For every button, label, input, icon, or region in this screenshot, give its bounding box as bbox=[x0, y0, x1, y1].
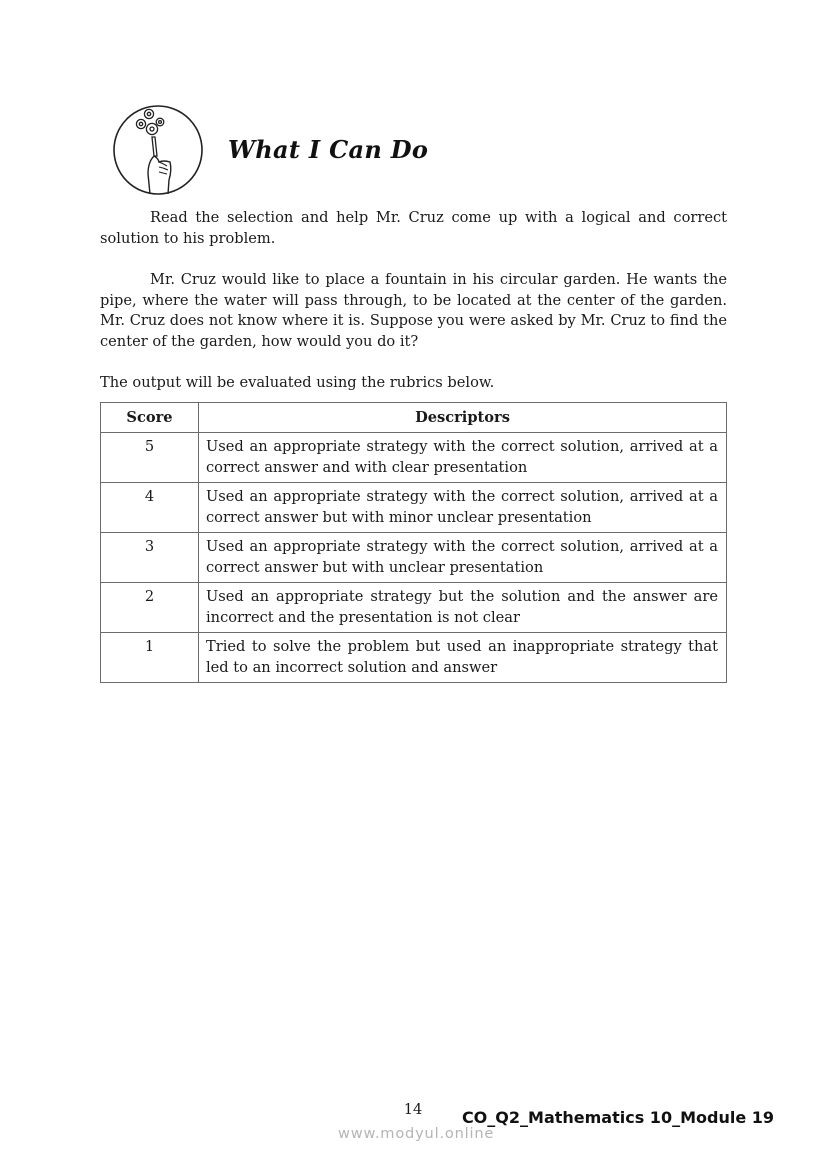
score-cell: 5 bbox=[101, 433, 199, 483]
module-code: CO_Q2_Mathematics 10_Module 19 bbox=[461, 1108, 774, 1127]
table-row bbox=[101, 433, 727, 483]
descriptor-cell: Used an appropriate strategy with the correct solution, arrived at a correct answer but with unclear presentation bbox=[199, 533, 727, 583]
watermark-text: www.modyul.online bbox=[338, 1125, 495, 1142]
page-number: 14 bbox=[403, 1101, 423, 1118]
rubric-header-row bbox=[101, 403, 727, 433]
finger-pointing-gears-icon bbox=[112, 104, 204, 196]
descriptor-cell: Used an appropriate strategy but the solution and the answer are incorrect and the presentation is not clear bbox=[199, 583, 727, 633]
table-row bbox=[101, 633, 727, 683]
rubric-table bbox=[100, 402, 727, 683]
score-cell: 3 bbox=[101, 533, 199, 583]
table-row bbox=[101, 483, 727, 533]
score-column-header: Score bbox=[101, 403, 199, 433]
rubric-intro: The output will be evaluated using the rubrics below. bbox=[100, 374, 495, 391]
instruction-paragraph: Read the selection and help Mr. Cruz come up with a logical and correct solution to his problem. bbox=[100, 209, 727, 247]
score-cell: 4 bbox=[101, 483, 199, 533]
descriptor-cell: Used an appropriate strategy with the correct solution, arrived at a correct answer and with clear presentation bbox=[199, 433, 727, 483]
table-row bbox=[101, 583, 727, 633]
section-title: What I Can Do bbox=[228, 135, 429, 164]
problem-paragraph: Mr. Cruz would like to place a fountain in his circular garden. He wants the pipe, where the water will pass through, to be located at the center of the garden. Mr. Cruz does not know where it is. Suppose you were asked by Mr. Cruz to find the center of the garden, how would you do it? bbox=[100, 271, 727, 350]
descriptor-cell: Tried to solve the problem but used an inappropriate strategy that led to an incorrect solution and answer bbox=[199, 633, 727, 683]
descriptors-column-header: Descriptors bbox=[199, 403, 727, 433]
table-row bbox=[101, 533, 727, 583]
score-cell: 2 bbox=[101, 583, 199, 633]
descriptor-cell: Used an appropriate strategy with the correct solution, arrived at a correct answer but with minor unclear presentation bbox=[199, 483, 727, 533]
score-cell: 1 bbox=[101, 633, 199, 683]
